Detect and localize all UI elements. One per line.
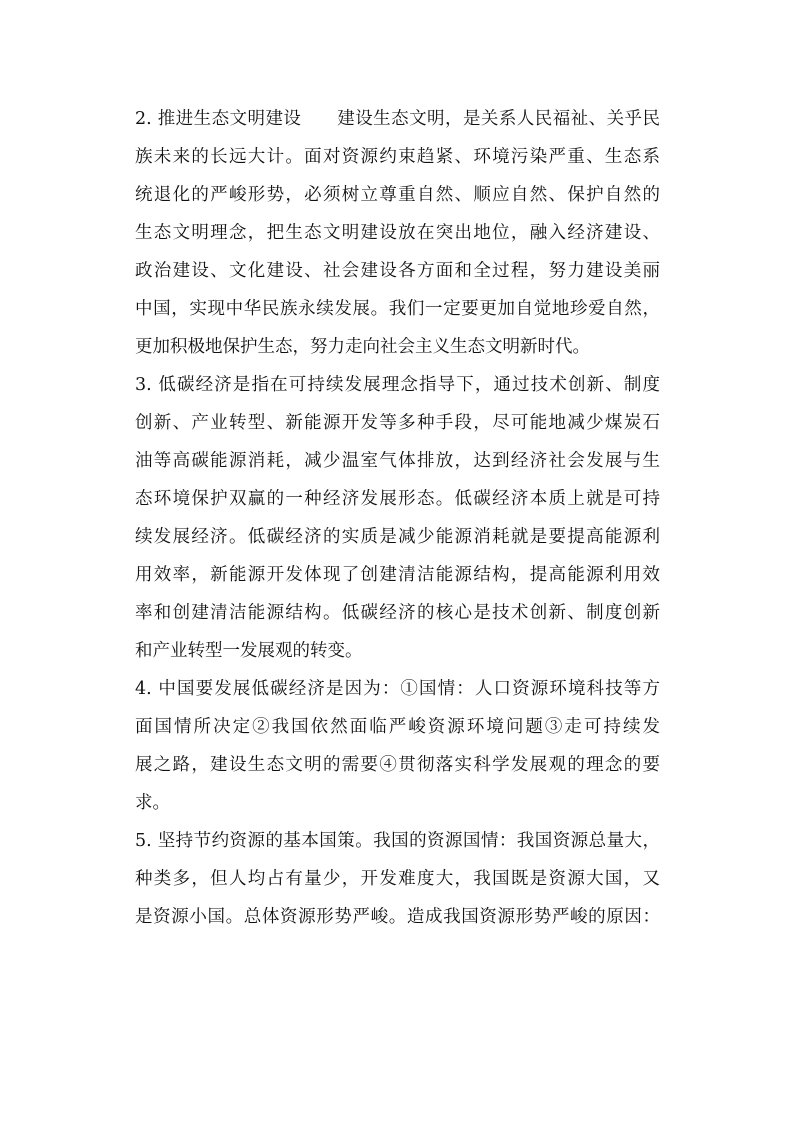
- text-line: 5. 坚持节约资源的基本国策。我国的资源国情：我国资源总量大，: [135, 831, 660, 851]
- text-line: 中国，实现中华民族永续发展。我们一定要更加自觉地珍爱自然，: [135, 299, 660, 319]
- text-line: 4. 中国要发展低碳经济是因为：①国情：人口资源环境科技等方: [135, 679, 660, 699]
- paragraph-low-carbon-definition: [135, 366, 660, 670]
- text-line: 2. 推进生态文明建设 建设生态文明，是关系人民福祉、关乎民: [135, 109, 660, 129]
- text-line: 政治建设、文化建设、社会建设各方面和全过程，努力建设美丽: [135, 261, 660, 281]
- text-line: 求。: [135, 793, 170, 813]
- text-line: 展之路，建设生态文明的需要④贯彻落实科学发展观的理念的要: [135, 755, 660, 775]
- text-line: 态环境保护双赢的一种经济发展形态。低碳经济本质上就是可持: [135, 489, 660, 509]
- paragraph-resource-conservation: [135, 822, 660, 936]
- text-line: 面国情所决定②我国依然面临严峻资源环境问题③走可持续发: [135, 717, 660, 737]
- text-line: 族未来的长远大计。面对资源约束趋紧、环境污染严重、生态系: [135, 147, 660, 167]
- text-line: 油等高碳能源消耗，减少温室气体排放，达到经济社会发展与生: [135, 451, 660, 471]
- paragraph-ecological-civilization: [135, 100, 660, 366]
- text-line: 更加积极地保护生态，努力走向社会主义生态文明新时代。: [135, 337, 590, 357]
- text-line: 3. 低碳经济是指在可持续发展理念指导下，通过技术创新、制度: [135, 375, 660, 395]
- text-line: 生态文明理念，把生态文明建设放在突出地位，融入经济建设、: [135, 223, 660, 243]
- text-line: 创新、产业转型、新能源开发等多种手段，尽可能地减少煤炭石: [135, 413, 660, 433]
- text-line: 用效率，新能源开发体现了创建清洁能源结构，提高能源利用效: [135, 565, 660, 585]
- paragraph-low-carbon-reasons: [135, 670, 660, 822]
- text-line: 续发展经济。低碳经济的实质是减少能源消耗就是要提高能源利: [135, 527, 660, 547]
- text-line: 是资源小国。总体资源形势严峻。造成我国资源形势严峻的原因：: [135, 907, 660, 927]
- text-line: 和产业转型一发展观的转变。: [135, 641, 363, 661]
- text-line: 种类多，但人均占有量少，开发难度大，我国既是资源大国，又: [135, 869, 660, 889]
- text-line: 率和创建清洁能源结构。低碳经济的核心是技术创新、制度创新: [135, 603, 660, 623]
- document-body: [135, 100, 660, 936]
- text-line: 统退化的严峻形势，必须树立尊重自然、顺应自然、保护自然的: [135, 185, 660, 205]
